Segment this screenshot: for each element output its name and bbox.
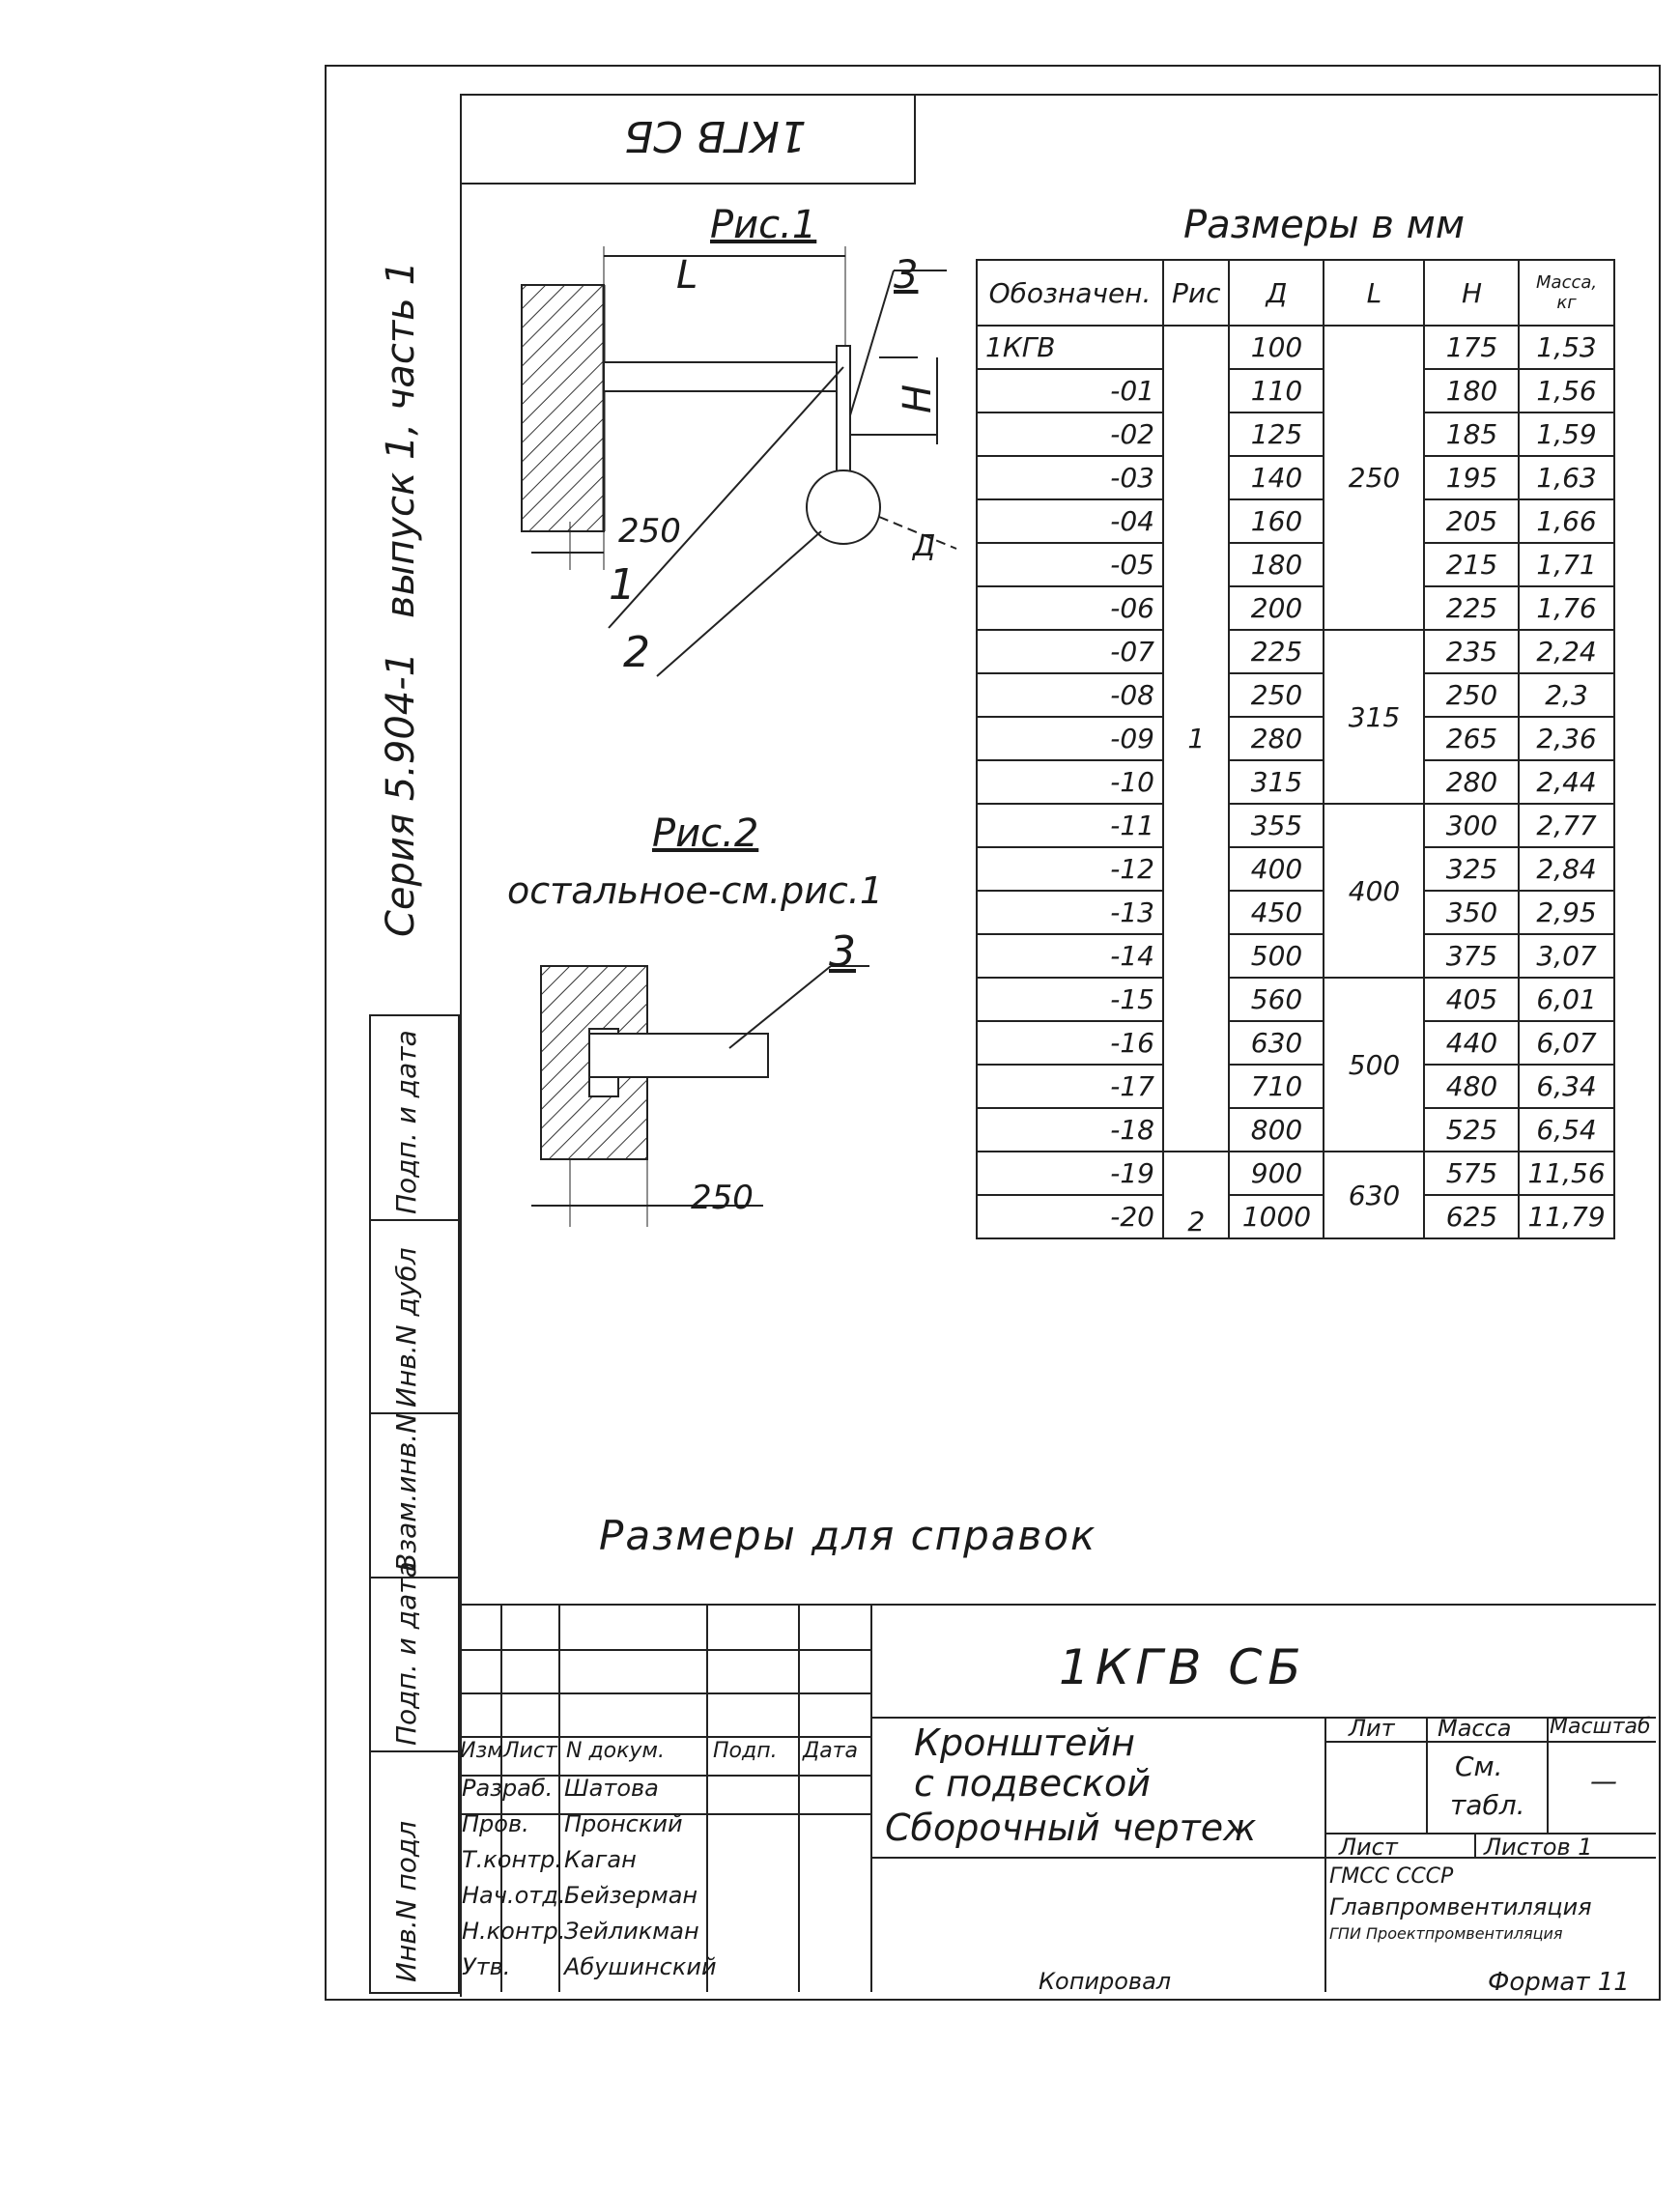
- top-code-box: [460, 94, 916, 185]
- cell-mass: 3,07: [1519, 934, 1613, 978]
- cell-D: 110: [1229, 369, 1324, 412]
- cell-designation: -02: [977, 412, 1163, 456]
- cell-mass: 1,66: [1519, 499, 1613, 543]
- cell-D: 225: [1229, 630, 1324, 673]
- fig1-callout-3: 3: [894, 253, 919, 298]
- tb-col-sign: Подп.: [713, 1739, 778, 1763]
- side-stamp: [369, 1014, 460, 1994]
- cell-mass: 2,36: [1519, 717, 1613, 760]
- stamp-sign-date-2: Подп. и дата: [390, 1030, 422, 1214]
- fig1-dim-250: 250: [618, 512, 681, 551]
- cell-H: 525: [1424, 1108, 1519, 1152]
- cell-designation: -12: [977, 847, 1163, 891]
- tb-person: Каган: [564, 1846, 637, 1873]
- tb-person: Абушинский: [564, 1953, 717, 1980]
- cell-designation: -05: [977, 543, 1163, 586]
- cell-designation: -16: [977, 1021, 1163, 1065]
- cell-D: 100: [1229, 326, 1324, 369]
- cell-mass: 6,54: [1519, 1108, 1613, 1152]
- cell-mass: 1,59: [1519, 412, 1613, 456]
- cell-H: 575: [1424, 1152, 1519, 1195]
- tb-role: Разраб.: [462, 1775, 554, 1802]
- stamp-sign-date-1: Подп. и дата: [390, 1561, 422, 1746]
- cell-mass: 1,71: [1519, 543, 1613, 586]
- tb-mass-val1: См.: [1455, 1750, 1503, 1782]
- cell-mass: 2,77: [1519, 804, 1613, 847]
- cell-D: 315: [1229, 760, 1324, 804]
- cell-D: 140: [1229, 456, 1324, 499]
- cell-H: 405: [1424, 978, 1519, 1021]
- stamp-inv-orig: Инв.N подл: [390, 1820, 422, 1982]
- cell-designation: -07: [977, 630, 1163, 673]
- cell-H: 180: [1424, 369, 1519, 412]
- stamp-replace-inv: Взам.инв.N: [390, 1412, 422, 1572]
- table-row: [977, 760, 1614, 804]
- tb-role: Н.контр.: [462, 1918, 566, 1945]
- cell-H: 625: [1424, 1195, 1519, 1238]
- table-row: [977, 326, 1614, 369]
- cell-H: 175: [1424, 326, 1519, 369]
- tb-scale-val: —: [1590, 1765, 1617, 1797]
- copied-by: Копировал: [1039, 1968, 1172, 1995]
- fig1-L-label: L: [676, 253, 698, 298]
- cell-mass: 1,63: [1519, 456, 1613, 499]
- cell-H: 215: [1424, 543, 1519, 586]
- cell-designation: -15: [977, 978, 1163, 1021]
- cell-designation: -18: [977, 1108, 1163, 1152]
- cell-L: 315: [1324, 630, 1424, 804]
- tb-lit: Лит: [1349, 1715, 1395, 1742]
- spec-table: [976, 259, 1615, 1239]
- table-row: [977, 891, 1614, 934]
- cell-designation: -03: [977, 456, 1163, 499]
- cell-L: 250: [1324, 326, 1424, 630]
- cell-H: 250: [1424, 673, 1519, 717]
- fig1-callout-2: 2: [623, 628, 650, 677]
- cell-H: 300: [1424, 804, 1519, 847]
- tb-name-2: с подвеской: [914, 1762, 1151, 1805]
- tb-sheet: Лист: [1339, 1834, 1398, 1861]
- tb-mass-val2: табл.: [1450, 1789, 1525, 1821]
- stamp-inv-dup: Инв.N дубл: [390, 1247, 422, 1408]
- cell-D: 125: [1229, 412, 1324, 456]
- cell-mass: 2,3: [1519, 673, 1613, 717]
- tb-name-1: Кронштейн: [914, 1721, 1136, 1764]
- tb-org-3: ГПИ Проектпромвентиляция: [1329, 1924, 1563, 1943]
- tb-col-date: Дата: [803, 1739, 858, 1763]
- col-L: L: [1324, 260, 1424, 326]
- tb-role: Нач.отд.: [462, 1882, 566, 1909]
- cell-mass: 1,53: [1519, 326, 1613, 369]
- cell-designation: -06: [977, 586, 1163, 630]
- reference-note: Размеры для справок: [599, 1512, 1097, 1559]
- cell-H: 235: [1424, 630, 1519, 673]
- cell-H: 265: [1424, 717, 1519, 760]
- cell-H: 440: [1424, 1021, 1519, 1065]
- tb-scale: Масштаб: [1550, 1715, 1651, 1739]
- table-row: [977, 804, 1614, 847]
- cell-D: 710: [1229, 1065, 1324, 1108]
- cell-L: 400: [1324, 804, 1424, 978]
- fig1-drawing: [512, 242, 976, 696]
- tb-role: Пров.: [462, 1810, 529, 1837]
- tb-org-1: ГМСС СССР: [1329, 1864, 1454, 1889]
- cell-L: 500: [1324, 978, 1424, 1152]
- cell-H: 480: [1424, 1065, 1519, 1108]
- top-code-mirrored: 1КГВ СБ: [624, 111, 807, 160]
- tb-col-list: Лист: [503, 1739, 557, 1763]
- col-D: Д: [1229, 260, 1324, 326]
- fig1-H-label: H: [896, 384, 941, 414]
- cell-mass: 6,34: [1519, 1065, 1613, 1108]
- cell-designation: 1КГВ: [977, 326, 1163, 369]
- cell-designation: -19: [977, 1152, 1163, 1195]
- fig2-title: Рис.2: [652, 811, 759, 856]
- cell-mass: 6,07: [1519, 1021, 1613, 1065]
- table-row: [977, 673, 1614, 717]
- spec-table-header: [977, 260, 1614, 326]
- cell-designation: -08: [977, 673, 1163, 717]
- table-row: [977, 1152, 1614, 1195]
- cell-designation: -13: [977, 891, 1163, 934]
- col-designation: Обозначен.: [977, 260, 1163, 326]
- table-row: [977, 1108, 1614, 1152]
- fig2-dim-250: 250: [691, 1179, 754, 1217]
- cell-D: 160: [1229, 499, 1324, 543]
- cell-H: 325: [1424, 847, 1519, 891]
- cell-H: 280: [1424, 760, 1519, 804]
- cell-D: 355: [1229, 804, 1324, 847]
- tb-col-doc: N докум.: [566, 1739, 666, 1763]
- cell-mass: 2,95: [1519, 891, 1613, 934]
- cell-mass: 2,44: [1519, 760, 1613, 804]
- cell-mass: 2,84: [1519, 847, 1613, 891]
- table-row: [977, 1195, 1614, 1238]
- cell-mass: 2,24: [1519, 630, 1613, 673]
- cell-mass: 1,56: [1519, 369, 1613, 412]
- cell-mass: 6,01: [1519, 978, 1613, 1021]
- tb-sheets: Листов 1: [1484, 1834, 1593, 1861]
- cell-D: 800: [1229, 1108, 1324, 1152]
- table-row: [977, 412, 1614, 456]
- fig2-note: остальное-см.рис.1: [507, 869, 884, 912]
- table-row: [977, 717, 1614, 760]
- fig2-callout-3: 3: [829, 927, 856, 977]
- cell-H: 225: [1424, 586, 1519, 630]
- cell-D: 560: [1229, 978, 1324, 1021]
- issue-label: выпуск 1, часть 1: [379, 261, 423, 618]
- table-row: [977, 543, 1614, 586]
- cell-designation: -17: [977, 1065, 1163, 1108]
- cell-designation: -11: [977, 804, 1163, 847]
- cell-H: 185: [1424, 412, 1519, 456]
- col-mass: Масса, кг: [1519, 260, 1613, 326]
- table-row: [977, 1021, 1614, 1065]
- cell-D: 400: [1229, 847, 1324, 891]
- cell-D: 900: [1229, 1152, 1324, 1195]
- table-row: [977, 630, 1614, 673]
- col-fig: Рис: [1163, 260, 1229, 326]
- cell-H: 350: [1424, 891, 1519, 934]
- cell-D: 180: [1229, 543, 1324, 586]
- cell-D: 1000: [1229, 1195, 1324, 1238]
- cell-fig: 2: [1163, 1152, 1229, 1238]
- tb-code: 1КГВ СБ: [1059, 1639, 1307, 1695]
- table-row: [977, 456, 1614, 499]
- cell-H: 195: [1424, 456, 1519, 499]
- fig1-callout-1: 1: [609, 560, 636, 610]
- cell-designation: -14: [977, 934, 1163, 978]
- title-block: [460, 1604, 1656, 1992]
- cell-H: 205: [1424, 499, 1519, 543]
- cell-designation: -04: [977, 499, 1163, 543]
- series-label: Серия 5.904-1: [379, 651, 423, 937]
- cell-H: 375: [1424, 934, 1519, 978]
- cell-designation: -20: [977, 1195, 1163, 1238]
- cell-D: 250: [1229, 673, 1324, 717]
- col-H: H: [1424, 260, 1519, 326]
- tb-person: Бейзерман: [564, 1882, 698, 1909]
- tb-role: Утв.: [462, 1953, 511, 1980]
- cell-mass: 11,79: [1519, 1195, 1613, 1238]
- cell-designation: -10: [977, 760, 1163, 804]
- cell-D: 630: [1229, 1021, 1324, 1065]
- fig1-title: Рис.1: [710, 203, 817, 247]
- table-row: [977, 1065, 1614, 1108]
- tb-person: Пронский: [564, 1810, 683, 1837]
- tb-person: Шатова: [564, 1775, 659, 1802]
- cell-designation: -09: [977, 717, 1163, 760]
- tb-name-3: Сборочный чертеж: [885, 1806, 1257, 1849]
- tb-mass: Масса: [1438, 1715, 1512, 1742]
- cell-L: 630: [1324, 1152, 1424, 1238]
- table-row: [977, 847, 1614, 891]
- table-row: [977, 934, 1614, 978]
- cell-D: 280: [1229, 717, 1324, 760]
- table-row: [977, 586, 1614, 630]
- cell-fig: 1: [1163, 326, 1229, 1152]
- cell-mass: 1,76: [1519, 586, 1613, 630]
- tb-person: Зейликман: [564, 1918, 699, 1945]
- table-row: [977, 369, 1614, 412]
- tb-org-2: Главпромвентиляция: [1329, 1893, 1592, 1920]
- sizes-caption: Размеры в мм: [1183, 203, 1466, 247]
- cell-D: 200: [1229, 586, 1324, 630]
- cell-D: 500: [1229, 934, 1324, 978]
- fig1-D-label: Д: [913, 529, 936, 563]
- cell-D: 450: [1229, 891, 1324, 934]
- cell-designation: -01: [977, 369, 1163, 412]
- table-row: [977, 499, 1614, 543]
- cell-mass: 11,56: [1519, 1152, 1613, 1195]
- tb-col-izm: Изм: [460, 1739, 503, 1763]
- tb-role: Т.контр.: [462, 1846, 563, 1873]
- format-label: Формат 11: [1488, 1968, 1630, 1997]
- table-row: [977, 978, 1614, 1021]
